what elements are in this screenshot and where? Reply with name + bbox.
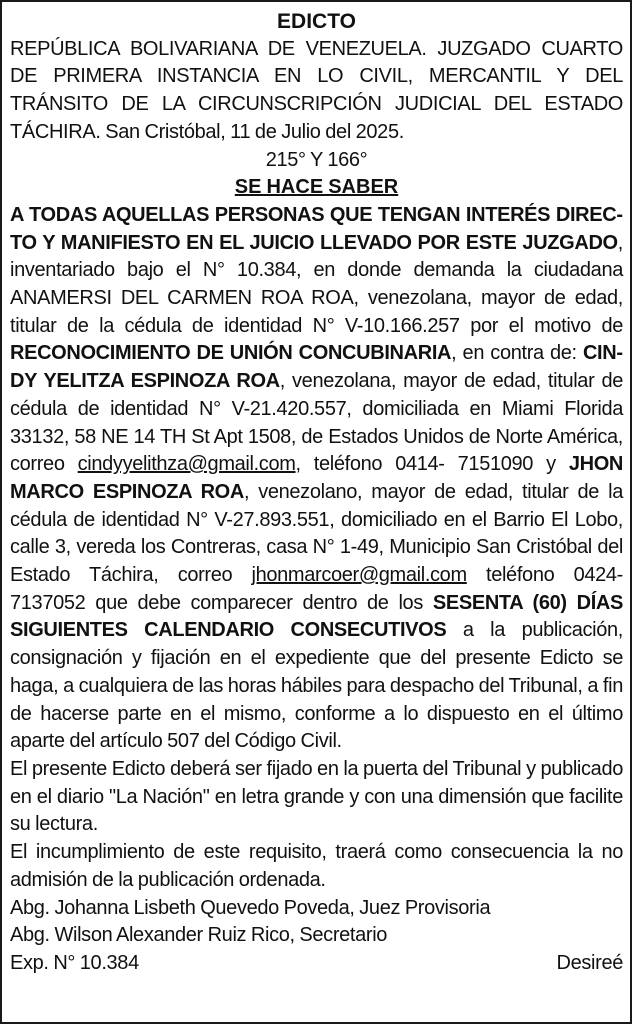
document-title: EDICTO bbox=[277, 10, 356, 33]
court-header: REPÚBLICA BOLIVARIANA DE VENEZUELA. JUZGADO CUARTO DE PRIMERA INSTANCIA EN LO CIVIL, MERCANTIL Y DEL TRÁNSITO DE LA CIRCUNSCRIPCIÓN JUDICIAL DEL ESTADO TÁCHIRA. San Cristóbal, 11 de Julio del 2025. bbox=[10, 37, 623, 143]
footer bbox=[10, 950, 623, 978]
deadline: SESENTA (60) DÍAS SIGUIENTES CALENDARIO CONSECUTIVOS bbox=[10, 591, 624, 642]
defendant-1-name: CINDY YELITZA ESPINOZA ROA bbox=[10, 342, 624, 393]
body-text-4: , teléfono 0414- 7151090 y bbox=[295, 453, 569, 476]
noncompliance-paragraph: El incumplimiento de este requisito, traerá como consecuencia la no admisión de la publicación ordenada. bbox=[10, 841, 623, 891]
body-text-3: , venezolana, mayor de edad, titular de cédula de identidad N° V-21.420.557, domiciliada en Miami Florida 33132, 58 NE 14 TH St Apt 1508, de Estados Unidos de Norte América, correo bbox=[10, 370, 623, 476]
addressee: A TODAS AQUELLAS PERSONAS QUE TENGAN INTERÉS DIRECTO Y MANIFIESTO EN EL JUICIO LLEVADO POR ESTE JUZGADO bbox=[10, 203, 623, 254]
secretary-signature: Abg. Wilson Alexander Ruiz Rico, Secretario bbox=[10, 924, 388, 947]
body-text-2: , en contra de: bbox=[451, 342, 583, 365]
email-link-1[interactable]: cindyyelithza@gmail.com bbox=[77, 453, 296, 476]
judge-signature: Abg. Johanna Lisbeth Quevedo Poveda, Juez Provisoria bbox=[10, 896, 491, 919]
body-text-7: a la publicación, consignación y fijación en el expediente que del presente Edicto se haga, a cualquiera de las horas hábiles para despacho del Tribunal, a fin de hacerse parte en el mismo, conforme a lo dispuesto en el último aparte del artículo 507 del Código Civil. bbox=[10, 619, 623, 753]
defendant-2-name: JHON MARCO ESPINOZA ROA bbox=[10, 453, 623, 503]
file-number: Exp. N° 10.384 bbox=[10, 951, 139, 974]
body-text-5: , venezolano, mayor de edad, titular de la cédula de identidad N° V-27.893.551, domiciliado en el Barrio El Lobo, calle 3, vereda los Contreras, casa N° 1-49, Municipio San Cristóbal del Estado Táchira, correo bbox=[10, 480, 623, 587]
author-name: Desireé bbox=[556, 951, 623, 974]
years-line: 215° Y 166° bbox=[265, 148, 368, 171]
publication-paragraph: El presente Edicto deberá ser fijado en la puerta del Tribunal y publicado en el diario "La Nación" en letra grande y con una dimensión que facilite su lectura. bbox=[10, 757, 623, 836]
body-text-1: , inventariado bajo el N° 10.384, en donde demanda la ciudadana ANAMERSI DEL CARMEN ROA ROA, venezolana, mayor de edad, titular de la cédula de identidad N° V-10.166.257 por el motivo de bbox=[10, 231, 623, 337]
main-paragraph bbox=[10, 202, 623, 756]
case-motive: RECONOCIMIENTO DE UNIÓN CONCUBINARIA bbox=[10, 342, 452, 365]
body-text-6: teléfono 0424-7137052 que debe comparecer dentro de los bbox=[10, 564, 623, 614]
email-link-2[interactable]: jhonmarcoer@gmail.com bbox=[251, 564, 467, 587]
subtitle: SE HACE SABER bbox=[234, 176, 399, 199]
